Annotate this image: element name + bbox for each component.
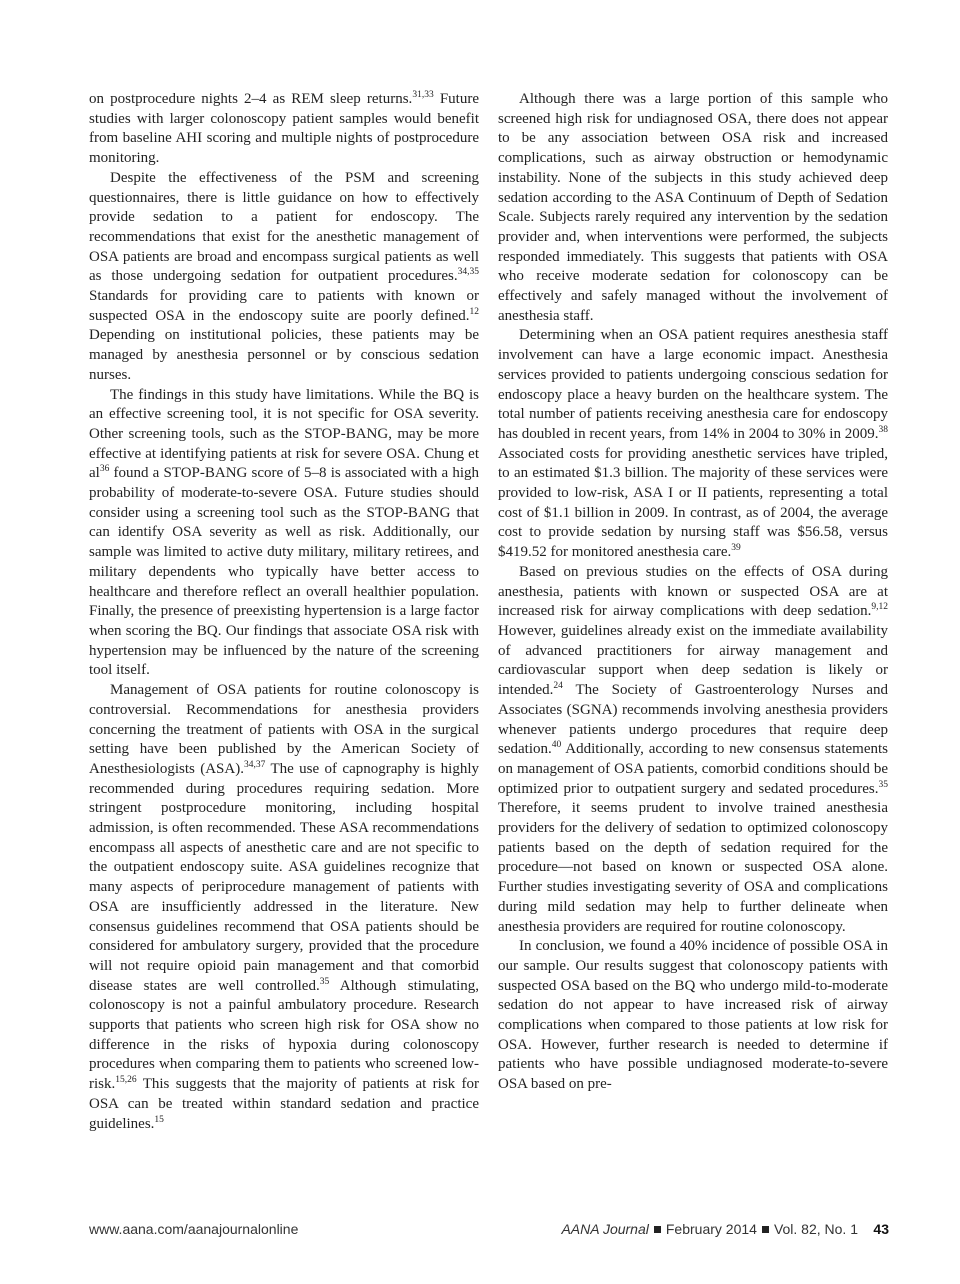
page-footer [89, 1221, 889, 1241]
paragraph: Although there was a large portion of this sample who screened high risk for undiagnosed OSA, there does not appear to be any association between OSA risk and increased complications, such as airway obstruction or hemodynamic instability. None of the subjects in this study achieved deep sedation according to the ASA Continuum of Depth of Sedation Scale. Subjects rarely required any intervention by the sedation provider and, when interventions were performed, the subjects responded immediately. This suggests that patients with OSA who receive moderate sedation for colonoscopy can be effectively and safely managed without the involvement of anesthesia staff. [498, 91, 888, 324]
paragraph: In conclusion, we found a 40% incidence of possible OSA in our sample. Our results suggest that colonoscopy patients with suspected OSA based on the BQ who undergo mild-to-moderate sedation do not appear to have increased risk of airway complications when compared to those patients at low risk for OSA. However, further research is needed to determine if patients who have possible undiagnosed moderate-to-severe OSA based on pre- [498, 938, 888, 1093]
page-number: 43 [873, 1221, 889, 1237]
paragraph: Management of OSA patients for routine colonoscopy is controversial. Recommendations for anesthesia providers concerning the treatment of patients with OSA in the surgical setting have been published by the American Society of Anesthesiologists (ASA).$^{34,37}$ The use of capnography is highly recommended during procedures requiring sedation. More stringent postprocedure monitoring, including hospital admission, is often recommended. These ASA recommendations encompass all aspects of anesthetic care and are not specific to the outpatient endoscopy suite. ASA guidelines recognize that many aspects of periprocedure management of patients with OSA are insufficiently addressed in the literature. New consensus guidelines recommend that OSA patients should be considered for ambulatory surgery, provided that the procedure will not require opioid pain management and that comorbid disease states are well controlled.$^{35}$ Although stimulating, colonoscopy is not a painful ambulatory procedure. Research supports that patients who screen high risk for OSA show no difference in the risks of hypoxia during colonoscopy procedures when comparing them to patients who screened low-risk.$^{15,26}$ This suggests that the majority of patients at risk for OSA can be treated within standard sedation and practice guidelines.$^{15}$ [89, 682, 479, 1132]
volume-issue: Vol. 82, No. 1 [773, 1221, 858, 1237]
bullet-icon [654, 1226, 661, 1233]
citation: 36 [99, 464, 110, 475]
citation: 24 [553, 681, 563, 692]
paragraph: on postprocedure nights 2–4 as REM sleep returns.$^{31,33}$ Future studies with larger colonoscopy patient samples would benefit from baseline AHI scoring and multiple nights of postprocedure monitoring. [89, 90, 479, 167]
paragraph: Despite the effectiveness of the PSM and screening questionnaires, there is little guidance on how to effectively provide sedation to a patient for endoscopy. The recommendations that exist for the anesthetic management of OSA patients are broad and encompass surgical patients as well as those undergoing sedation for outpatient procedures.$^{34,35}$ Standards for providing care to patients with known or suspected OSA in the endoscopy suite are poorly defined.$^{12}$ Depending on institutional policies, these patients may be managed by anesthesia personnel or by conscious sedation nurses. [89, 169, 479, 383]
journal-url[interactable]: www.aana.com/aanajournalonline [89, 1221, 299, 1237]
citation: 34,37 [243, 759, 266, 770]
citation: 15,26 [115, 1075, 137, 1086]
citation: 35 [878, 779, 888, 790]
journal-name: AANA Journal [561, 1221, 649, 1237]
citation: 35 [319, 976, 330, 987]
citation: 15 [154, 1114, 164, 1125]
paragraph: The findings in this study have limitations. While the BQ is an effective screening tool, it is not specific for OSA severity. Other screening tools, such as the STOP-BANG, may be more effective at identifying patients at risk for severe OSA. Chung et $al^{36}$ found a STOP-BANG score of 5–8 is associated with a high probability of moderate-to-severe OSA. Future studies should consider using a screening tool such as the STOP-BANG that can identify OSA severity as well as risk. Additionally, our sample was limited to active duty military, military retirees, and military dependents who typically have better access to healthcare and therefore reflect an overall healthier population. Finally, the presence of preexisting hypertension is a large factor when scoring the BQ. Our findings that associate OSA risk with hypertension may be influenced by the nature of the screening tool itself. [89, 386, 479, 679]
right-column [498, 90, 888, 1095]
citation: 34,35 [457, 267, 479, 278]
citation: 40 [551, 740, 562, 751]
journal-citation [561, 1221, 858, 1237]
paragraph: Determining when an OSA patient requires anesthesia staff involvement can have a large economic impact. Anesthesia services provided to patients undergoing conscious sedation for endoscopy place a heavy burden on the healthcare system. The total number of patients receiving anesthesia care for endoscopy has doubled in recent years, from 14% in 2004 to 30% in 2009.38 Associated costs for providing anesthetic services have tripled, to an estimated $1.3 billion. The majority of these services were provided to low-risk, ASA I or II patients, representing a total cost of $1.1 billion in 2009. In contrast, as of 2004, the average cost to provide sedation by nursing staff was $56.58, versus $419.52 for monitored anesthesia care.$^{39}$ [498, 327, 888, 561]
issue-date: February 2014 [665, 1221, 757, 1237]
citation: 12 [469, 306, 479, 317]
citation: 9,12 [871, 602, 888, 613]
citation: 38 [878, 424, 888, 435]
citation: 39 [731, 543, 741, 554]
citation: 31,33 [412, 90, 434, 100]
paragraph: Based on previous studies on the effects of OSA during anesthesia, patients with known or suspected OSA are at increased risk for airway complications with deep sedation.$^{9,12}$ However, guidelines already exist on the immediate availability of advanced practitioners for airway management and cardiovascular support when deep sedation is likely or intended.$^{24}$ The Society of Gastroenterology Nurses and Associates (SGNA) recommends involving anesthesia providers whenever patients undergo procedures that require deep sedation.$^{40}$ Additionally, according to new consensus statements on management of OSA patients, comorbid conditions should be optimized prior to outpatient surgery and sedated procedures.$^{35}$ Therefore, it seems prudent to involve trained anesthesia providers for the delivery of sedation to optimized colonoscopy patients based on the depth of sedation required for the procedure—not based on known or suspected OSA alone. Further studies investigating severity of OSA and complications during mild sedation may help to further delineate when anesthesia providers are required for routine colonoscopy. [498, 563, 888, 935]
bullet-icon [762, 1226, 769, 1233]
left-column [89, 90, 479, 1134]
